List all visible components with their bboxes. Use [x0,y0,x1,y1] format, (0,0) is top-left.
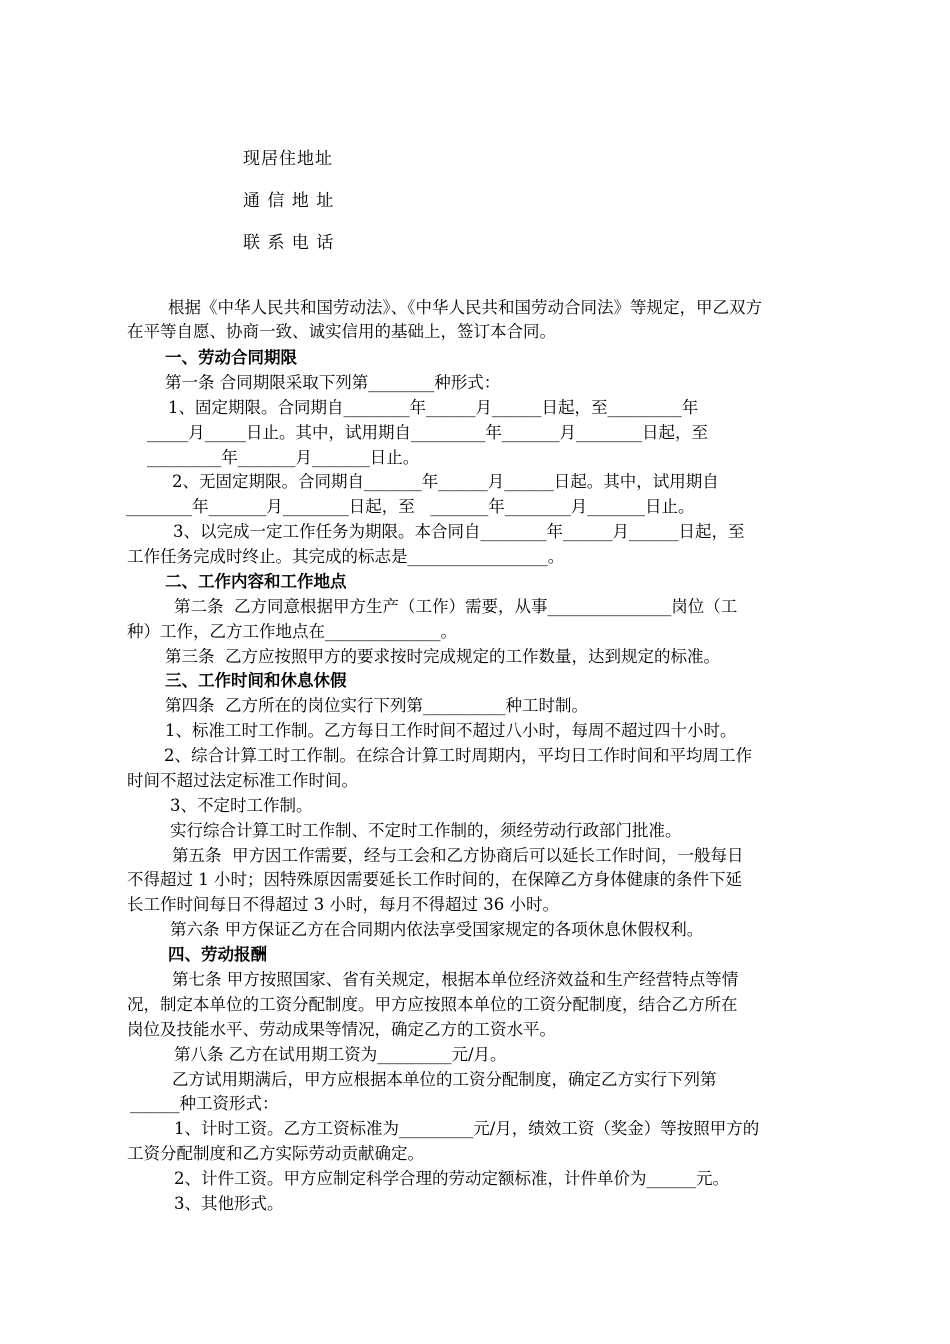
article-1-item-1-cont: _________年_______月_______日止。 [147,448,420,467]
article-4-item-2: 2、综合计算工时工作制。在综合计算工时周期内，平均日工作时间和平均周工作 [164,746,752,765]
article-1-item-3-cont: 工作任务完成时终止。其完成的标志是_________________。 [127,547,565,566]
article-1-item-1-cont: _____月_____日止。其中，试用期自_________年_______月________日起，至 [147,423,708,442]
article-7-cont: 况，制定本单位的工资分配制度。甲方应按照本单位的工资分配制度，结合乙方所在 [127,995,738,1014]
section-title: 四、劳动报酬 [168,945,267,964]
article-1-item-2-cont: ________年_______月________日起，至 _______年________月_______日止。 [126,497,695,516]
phone-label: 联 系 电 话 [243,233,335,253]
article-7: 第七条 甲方按照国家、省有关规定，根据本单位经济效益和生产经营特点等情 [172,970,739,989]
article-5: 第五条 甲方因工作需要，经与工会和乙方协商后可以延长工作时间，一般每日 [172,846,744,865]
article-3: 第三条 乙方应按照甲方的要求按时完成规定的工作数量，达到规定的标准。 [165,647,720,666]
article-8-item-1: 1、计时工资。乙方工资标准为_________元/月，绩效工资（奖金）等按照甲方的 [174,1119,760,1138]
article-8-item-1-cont: 工资分配制度和乙方实际劳动贡献确定。 [127,1144,424,1163]
article-4-note: 实行综合计算工时工作制、不定时工作制的，须经劳动行政部门批准。 [170,821,682,840]
article-1-item-3: 3、以完成一定工作任务为期限。本合同自________年______月______日起，至 [173,522,745,541]
article-7-cont: 岗位及技能水平、劳动成果等情况，确定乙方的工资水平。 [127,1020,556,1039]
article-5-cont: 不得超过 1 小时；因特殊原因需要延长工作时间的，在保障乙方身体健康的条件下延 [127,870,742,889]
article-4-item-2-cont: 时间不超过法定标准工作时间。 [127,771,358,790]
article-5-cont: 长工作时间每日不得超过 3 小时，每月不得超过 36 小时。 [127,895,559,914]
article-4-item-3: 3、不定时工作制。 [170,796,313,815]
article-8-item-3: 3、其他形式。 [174,1194,284,1213]
section-title: 一、劳动合同期限 [165,348,297,367]
article-8-para: 乙方试用期满后，甲方应根据本单位的工资分配制度，确定乙方实行下列第 [172,1070,717,1089]
article-2: 第二条 乙方同意根据甲方生产（工作）需要，从事_______________岗位（工 [174,597,738,616]
article-4: 第四条 乙方所在的岗位实行下列第__________种工时制。 [165,696,588,715]
article-4-item-1: 1、标准工时工作制。乙方每日工作时间不超过八小时，每周不超过四十小时。 [165,721,737,740]
article-1: 第一条 合同期限采取下列第________种形式： [165,373,501,392]
article-8-para-cont: ______种工资形式： [130,1094,279,1113]
residence-address-label: 现居住地址 [243,149,333,169]
article-6: 第六条 甲方保证乙方在合同期内依法享受国家规定的各项休息休假权利。 [170,920,704,939]
article-2-cont: 种）工作，乙方工作地点在______________。 [127,622,457,641]
article-1-item-1: 1、固定期限。合同期自________年______月______日起，至_________年 [168,398,699,417]
intro-line: 在平等自愿、协商一致、诚实信用的基础上，签订本合同。 [127,322,556,341]
section-title: 二、工作内容和工作地点 [165,572,347,591]
article-8: 第八条 乙方在试用期工资为_________元/月。 [174,1045,507,1064]
mailing-address-label: 通 信 地 址 [243,191,335,211]
section-title: 三、工作时间和休息休假 [165,671,347,690]
article-1-item-2: 2、无固定期限。合同期自_______年______月______日起。其中，试用期自 [172,472,719,491]
article-8-item-2: 2、计件工资。甲方应制定科学合理的劳动定额标准，计件单价为______元。 [174,1169,729,1188]
intro-line: 根据《中华人民共和国劳动法》、《中华人民共和国劳动合同法》等规定，甲乙双方 [168,298,762,317]
